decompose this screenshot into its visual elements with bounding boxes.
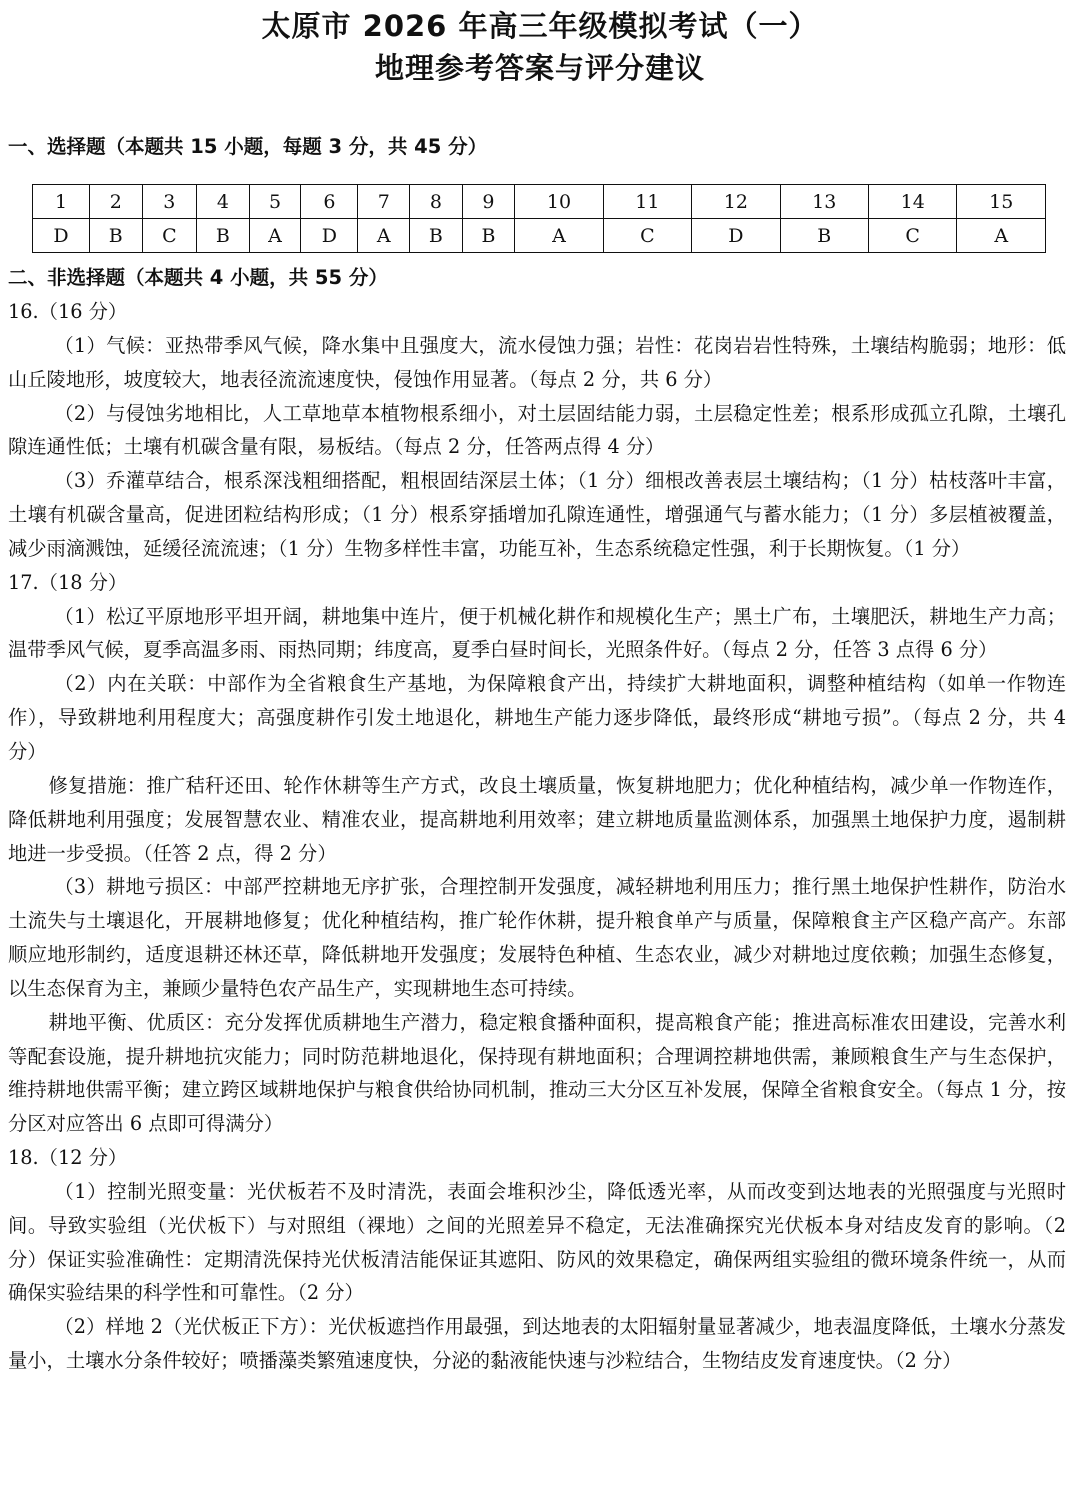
question-17-heading: 17.（18 分） xyxy=(8,570,128,594)
answer-cell: A xyxy=(957,219,1046,253)
section-heading-non-choice: 二、非选择题（本题共 4 小题，共 55 分） xyxy=(8,266,388,289)
question-17-repair-measures: 修复措施：推广秸秆还田、轮作休耕等生产方式，改良土壤质量，恢复耕地肥力；优化种植结构，减少单一作物连作，降低耕地利用强度；发展智慧农业、精准农业，提高耕地利用效率；建立耕地质量监测体系，加强黑土地保护力度，遏制耕地进一步受损。（任答 2 点，得 2 分） xyxy=(8,773,1066,865)
question-number-cell: 2 xyxy=(90,185,143,219)
question-16-part-1: （1）气候：亚热带季风气候，降水集中且强度大，流水侵蚀力强；岩性：花岗岩岩性特殊，土壤结构脆弱；地形：低山丘陵地形，坡度较大，地表径流流速度快，侵蚀作用显著。（每点 2 分，共 6 分） xyxy=(8,333,1066,391)
question-number-cell: 8 xyxy=(410,185,463,219)
question-number-cell: 10 xyxy=(515,185,603,219)
section-heading-choice: 一、选择题（本题共 15 小题，每题 3 分，共 45 分） xyxy=(8,135,488,158)
answer-cell: C xyxy=(868,219,956,253)
answer-cell: B xyxy=(410,219,463,253)
answers-body xyxy=(8,295,1066,1378)
question-16-part-2: （2）与侵蚀劣地相比，人工草地草本植物根系细小，对土层固结能力弱，土层稳定性差；根系形成孤立孔隙，土壤孔隙连通性低；土壤有机碳含量有限，易板结。（每点 2 分，任答两点得 4 分） xyxy=(8,401,1066,459)
answer-cell: A xyxy=(249,219,301,253)
question-18-part-1: （1）控制光照变量：光伏板若不及时清洗，表面会堆积沙尘，降低透光率，从而改变到达地表的光照强度与光照时间。导致实验组（光伏板下）与对照组（裸地）之间的光照差异不稳定，无法准确探究光伏板本身对结皮发育的影响。（2 分）保证实验准确性：定期清洗保持光伏板清洁能保证其遮阳、防风的效果稳定，确保两组实验组的微环境条件统一，从而确保实验结果的科学性和可靠性。（2 分） xyxy=(8,1179,1066,1305)
question-number-cell: 4 xyxy=(197,185,250,219)
question-number-cell: 9 xyxy=(462,185,515,219)
question-number-row xyxy=(33,185,1046,219)
answer-cell: B xyxy=(462,219,515,253)
question-18-heading: 18.（12 分） xyxy=(8,1146,128,1170)
question-18-part-2: （2）样地 2（光伏板正下方）：光伏板遮挡作用最强，到达地表的太阳辐射量显著减少，地表温度降低，土壤水分蒸发量小，土壤水分条件较好；喷播藻类繁殖速度快，分泌的黏液能快速与沙粒结合，生物结皮发育速度快。（2 分） xyxy=(8,1315,1066,1373)
answer-cell: D xyxy=(301,219,358,253)
answer-cell: A xyxy=(358,219,410,253)
question-17-part-2: （2）内在关联：中部作为全省粮食生产基地，为保障粮食产出，持续扩大耕地面积，调整种植结构（如单一作物连作），导致耕地利用程度大；高强度耕作引发土地退化，耕地生产能力逐步降低，最终形成“耕地亏损”。（每点 2 分，共 4 分） xyxy=(8,672,1066,763)
answer-cell: B xyxy=(90,219,143,253)
answer-cell: A xyxy=(515,219,603,253)
answer-letter-row xyxy=(33,219,1046,253)
question-17-part-1: （1）松辽平原地形平坦开阔，耕地集中连片，便于机械化耕作和规模化生产；黑土广布，土壤肥沃，耕地生产力高；温带季风气候，夏季高温多雨、雨热同期；纬度高，夏季白昼时间长，光照条件好。（每点 2 分，任答 3 点得 6 分） xyxy=(8,604,1066,662)
page-title: 太原市 2026 年高三年级模拟考试（一） xyxy=(261,9,819,43)
question-number-cell: 11 xyxy=(603,185,691,219)
question-17-balanced-zone: 耕地平衡、优质区：充分发挥优质耕地生产潜力，稳定粮食播种面积，提高粮食产能；推进高标准农田建设，完善水利等配套设施，提升耕地抗灾能力；同时防范耕地退化，保持现有耕地面积；合理调控耕地供需，兼顾粮食生产与生态保护，维持耕地供需平衡；建立跨区域耕地保护与粮食供给协同机制，推动三大分区互补发展，保障全省粮食安全。（每点 1 分，按分区对应答出 6 点即可得满分） xyxy=(8,1010,1066,1136)
question-16-heading: 16.（16 分） xyxy=(8,300,128,323)
question-number-cell: 15 xyxy=(957,185,1046,219)
question-16-part-3: （3）乔灌草结合，根系深浅粗细搭配，粗根固结深层土体；（1 分）细根改善表层土壤结构；（1 分）枯枝落叶丰富，土壤有机碳含量高，促进团粒结构形成；（1 分）根系穿插增加孔隙连通性，增强通气与蓄水能力；（1 分）多层植被覆盖，减少雨滴溅蚀，延缓径流流速；（1 分）生物多样性丰富，功能互补，生态系统稳定性强，利于长期恢复。（1 分） xyxy=(8,469,1066,560)
question-number-cell: 3 xyxy=(142,185,197,219)
question-17-part-3: （3）耕地亏损区：中部严控耕地无序扩张，合理控制开发强度，减轻耕地利用压力；推行黑土地保护性耕作，防治水土流失与土壤退化，开展耕地修复；优化种植结构，推广轮作休耕，提升粮食单产与质量，保障粮食主产区稳产高产。东部顺应地形制约，适度退耕还林还草，降低耕地开发强度；发展特色种植、生态农业，减少对耕地过度依赖；加强生态修复，以生态保育为主，兼顾少量特色农产品生产，实现耕地生态可持续。 xyxy=(8,875,1066,1000)
answer-cell: B xyxy=(780,219,868,253)
answer-table xyxy=(32,184,1046,253)
question-number-cell: 5 xyxy=(249,185,301,219)
answer-cell: C xyxy=(142,219,197,253)
answer-cell: C xyxy=(603,219,691,253)
question-number-cell: 12 xyxy=(692,185,780,219)
question-number-cell: 1 xyxy=(33,185,90,219)
answer-cell: B xyxy=(197,219,250,253)
question-number-cell: 14 xyxy=(868,185,956,219)
question-number-cell: 13 xyxy=(780,185,868,219)
answer-cell: D xyxy=(692,219,780,253)
page-subtitle: 地理参考答案与评分建议 xyxy=(374,51,705,85)
answer-cell: D xyxy=(33,219,90,253)
question-number-cell: 6 xyxy=(301,185,358,219)
question-number-cell: 7 xyxy=(358,185,410,219)
